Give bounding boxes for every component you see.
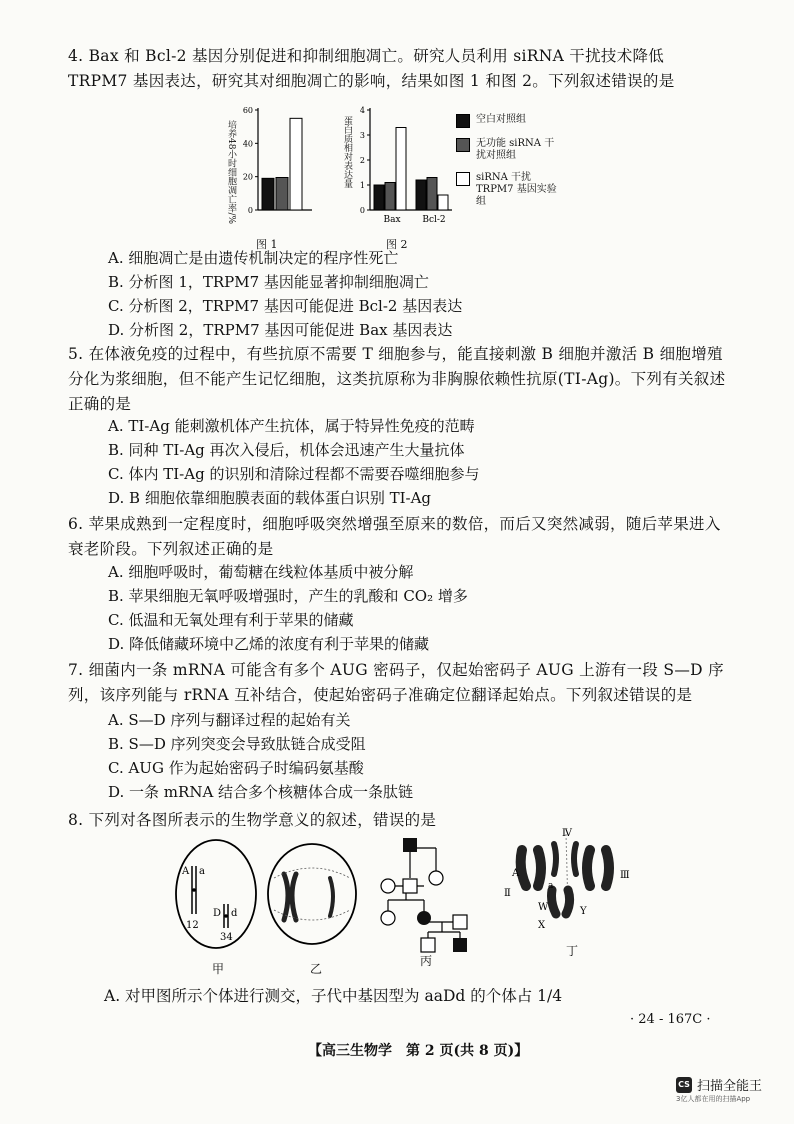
figure-jia bbox=[168, 836, 268, 956]
q6-option-b: B. 苹果细胞无氧呼吸增强时，产生的乳酸和 CO₂ 增多 bbox=[108, 587, 468, 605]
legend-item bbox=[456, 114, 596, 128]
scanner-watermark bbox=[676, 1075, 762, 1094]
figure-2-caption: 图 2 bbox=[386, 238, 408, 251]
pedigree-affected-male bbox=[453, 938, 467, 952]
fig1-bar bbox=[262, 178, 274, 210]
fig2-tick-label: 4 bbox=[359, 106, 365, 115]
legend-swatch-experiment bbox=[456, 172, 470, 186]
jia-A: A bbox=[182, 866, 190, 877]
ding-W: W bbox=[538, 902, 549, 913]
pedigree-female bbox=[381, 911, 395, 925]
label-bing: 丙 bbox=[420, 954, 433, 968]
q5-option-c: C. 体内 TI-Ag 的识别和清除过程都不需要吞噬细胞参与 bbox=[108, 465, 480, 483]
figure-yi bbox=[262, 838, 362, 948]
figure-2 bbox=[340, 98, 460, 238]
fig2-tick-label: 0 bbox=[359, 206, 365, 215]
pedigree-male bbox=[421, 938, 435, 952]
fig2-bar bbox=[438, 195, 448, 210]
jia-12: 12 bbox=[186, 920, 199, 931]
figure-2-chart bbox=[340, 98, 460, 238]
question-5-stem: 5. 在体液免疫的过程中，有些抗原不需要 T 细胞参与，能直接刺激 B 细胞并激活 B 细胞增殖分化为浆细胞，但不能产生记忆细胞，这类抗原称为非胸腺依赖性抗原(TI-Ag)。下列有关叙述正确的是 bbox=[68, 345, 726, 413]
jia-D: D bbox=[213, 908, 222, 919]
q5-option-a: A. TI-Ag 能刺激机体产生抗体，属于特异性免疫的范畴 bbox=[108, 417, 475, 435]
question-7-stem: 7. 细菌内一条 mRNA 可能含有多个 AUG 密码子，仅起始密码子 AUG 上游有一段 S—D 序列，该序列能与 rRNA 互补结合，使起始密码子准确定位翻译起始点。下列叙述错误的是 bbox=[68, 661, 724, 704]
fig1-tick-label: 20 bbox=[242, 172, 253, 182]
figure-yi-cell bbox=[262, 838, 362, 948]
question-6-stem: 6. 苹果成熟到一定程度时，细胞呼吸突然增强至原来的数倍，而后又突然减弱，随后苹果进入衰老阶段。下列叙述正确的是 bbox=[68, 515, 721, 558]
q4-option-a: A. 细胞凋亡是由遗传机制决定的程序性死亡 bbox=[108, 249, 399, 267]
fig1-tick-label: 0 bbox=[247, 206, 253, 215]
q6-option-a: A. 细胞呼吸时，葡萄糖在线粒体基质中被分解 bbox=[108, 563, 414, 581]
q4-option-b: B. 分析图 1，TRPM7 基因能显著抑制细胞凋亡 bbox=[108, 273, 429, 291]
q5-option-d: D. B 细胞依靠细胞膜表面的载体蛋白识别 TI-Ag bbox=[108, 489, 432, 507]
figure-1 bbox=[210, 98, 320, 238]
q8-option-a: A. 对甲图所示个体进行测交，子代中基因型为 aaDd 的个体占 1/4 bbox=[104, 987, 563, 1005]
fig2-tick-label: 1 bbox=[359, 181, 365, 190]
figure-2-ylabel: 蛋白质相对表达量 bbox=[342, 116, 352, 188]
label-ding: 丁 bbox=[566, 944, 579, 958]
legend-label: 空白对照组 bbox=[476, 114, 526, 125]
chart-legend bbox=[456, 114, 596, 218]
legend-swatch-blank bbox=[456, 114, 470, 128]
fig1-bar bbox=[290, 118, 302, 210]
page-footer-title: 【高三生物学 第 2 页(共 8 页)】 bbox=[308, 1043, 529, 1059]
q7-option-d: D. 一条 mRNA 结合多个核糖体合成一条肽链 bbox=[108, 783, 414, 801]
q6-option-d: D. 降低储藏环境中乙烯的浓度有利于苹果的储藏 bbox=[108, 635, 430, 653]
question-8-stem: 8. 下列对各图所表示的生物学意义的叙述，错误的是 bbox=[68, 811, 437, 829]
q4-option-d: D. 分析图 2，TRPM7 基因可能促进 Bax 基因表达 bbox=[108, 321, 453, 339]
fig2-bar bbox=[374, 185, 384, 210]
q4-option-c: C. 分析图 2，TRPM7 基因可能促进 Bcl-2 基因表达 bbox=[108, 297, 463, 315]
label-yi: 乙 bbox=[310, 962, 323, 976]
figure-jia-cell bbox=[168, 836, 268, 956]
question-5 bbox=[68, 342, 728, 417]
figure-1-ylabel: 培养48小时细胞凋亡率/% bbox=[226, 120, 236, 225]
figure-ding bbox=[492, 828, 632, 938]
camscanner-logo-icon: CS bbox=[676, 1077, 692, 1093]
fig2-tick-label: 3 bbox=[359, 131, 365, 140]
jia-a: a bbox=[199, 866, 205, 877]
pedigree-female bbox=[429, 871, 443, 885]
question-6 bbox=[68, 512, 728, 562]
paper-code: · 24 - 167C · bbox=[630, 1012, 711, 1027]
scanner-brand-tagline: 3亿人都在用的扫描App bbox=[676, 1095, 751, 1103]
fig2-bar bbox=[427, 178, 437, 211]
legend-label: 无功能 siRNA 干扰对照组 bbox=[476, 138, 555, 161]
legend-label: siRNA 干扰 TRPM7 基因实验组 bbox=[476, 172, 557, 207]
q7-option-c: C. AUG 作为起始密码子时编码氨基酸 bbox=[108, 759, 364, 777]
fig2-category-label: Bax bbox=[383, 215, 401, 225]
fig2-bar bbox=[416, 180, 426, 210]
ding-A: A bbox=[512, 868, 520, 879]
jia-34: 34 bbox=[220, 932, 233, 943]
pedigree-female bbox=[381, 879, 395, 893]
ding-II: Ⅱ bbox=[504, 888, 511, 899]
ding-Y: Y bbox=[580, 906, 587, 917]
ding-X: X bbox=[538, 920, 546, 931]
ding-a: a bbox=[548, 881, 554, 891]
label-jia: 甲 bbox=[212, 962, 225, 976]
legend-item bbox=[456, 138, 596, 162]
q7-option-b: B. S—D 序列突变会导致肽链合成受阻 bbox=[108, 735, 366, 753]
question-4 bbox=[68, 44, 728, 94]
ding-III: Ⅲ bbox=[620, 870, 630, 881]
legend-item bbox=[456, 172, 596, 208]
question-4-stem: 4. Bax 和 Bcl-2 基因分别促进和抑制细胞凋亡。研究人员利用 siRNA 干扰技术降低 TRPM7 基因表达，研究其对细胞凋亡的影响，结果如图 1 和图 2。下列叙述错误的是 bbox=[68, 47, 675, 90]
question-7 bbox=[68, 658, 728, 708]
pedigree-male bbox=[453, 915, 467, 929]
q5-option-b: B. 同种 TI-Ag 再次入侵后，机体会迅速产生大量抗体 bbox=[108, 441, 465, 459]
fig2-category-label: Bcl-2 bbox=[422, 215, 446, 225]
pedigree-affected-male bbox=[403, 838, 417, 852]
fig2-tick-label: 2 bbox=[359, 156, 365, 165]
figure-bing-pedigree bbox=[368, 834, 488, 954]
fig1-tick-label: 40 bbox=[242, 139, 253, 149]
pedigree-affected-female bbox=[417, 911, 431, 925]
figure-ding-chromosomes bbox=[492, 828, 632, 938]
pedigree-chart bbox=[368, 834, 488, 954]
fig2-bar bbox=[385, 183, 395, 211]
q6-option-c: C. 低温和无氧处理有利于苹果的储藏 bbox=[108, 611, 354, 629]
legend-swatch-nonfunctional bbox=[456, 138, 470, 152]
fig2-bar bbox=[396, 128, 406, 211]
ding-IV: Ⅳ bbox=[562, 828, 572, 839]
figure-1-caption: 图 1 bbox=[256, 238, 278, 251]
pedigree-male bbox=[403, 879, 417, 893]
fig1-bar bbox=[276, 178, 288, 211]
fig1-tick-label: 60 bbox=[242, 106, 253, 115]
scanner-brand-name: 扫描全能王 bbox=[697, 1079, 763, 1094]
jia-d: d bbox=[231, 908, 238, 919]
q7-option-a: A. S—D 序列与翻译过程的起始有关 bbox=[108, 711, 351, 729]
